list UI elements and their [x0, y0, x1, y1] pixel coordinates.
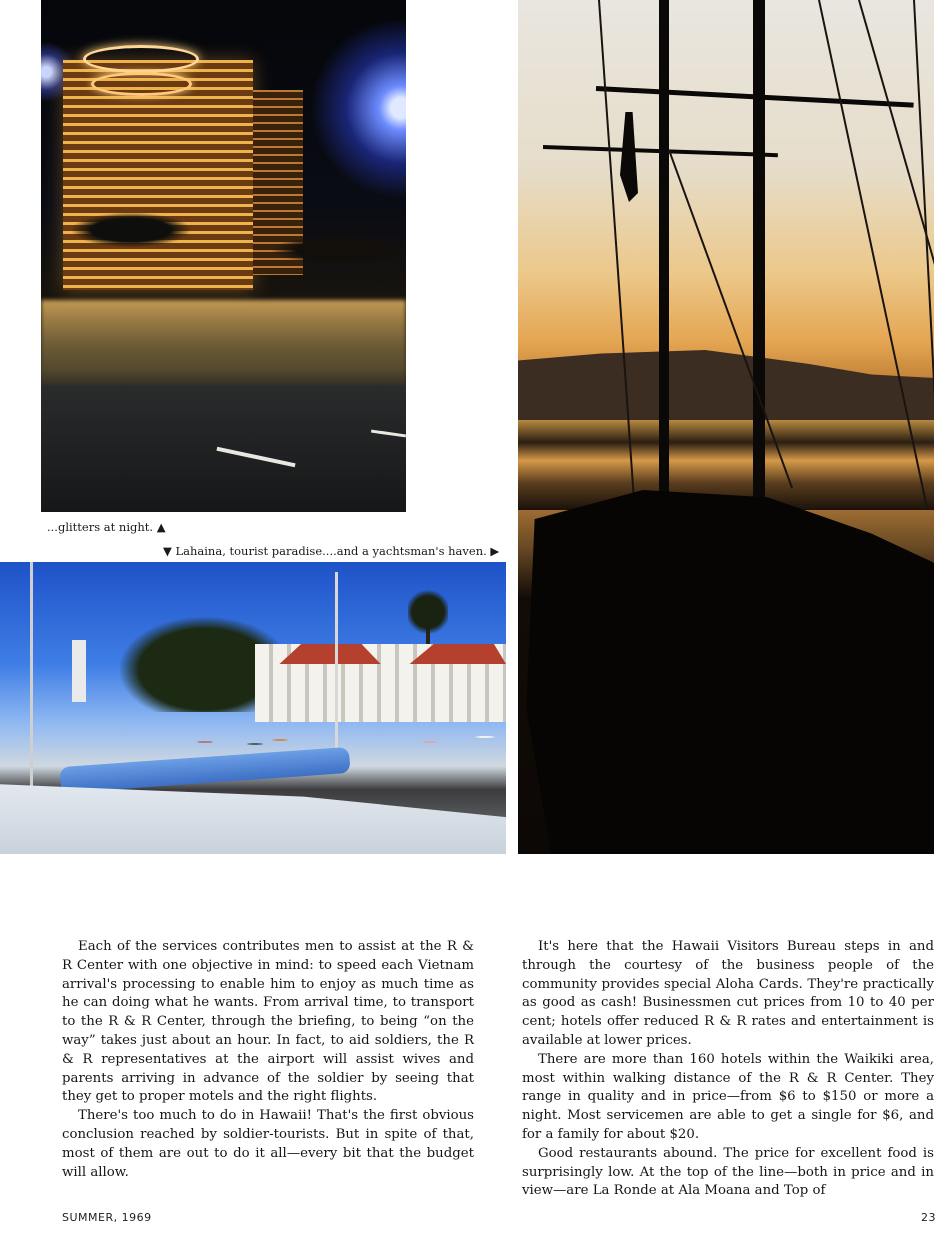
paragraph: There's too much to do in Hawaii! That's the first obvious conclusion reached by soldier-tourists. But in spite of that, most of them are out to do it all—every bit that the budget will allow.: [62, 1108, 474, 1180]
yacht-mast-fore: [659, 0, 669, 500]
photo-lahaina-harbor: [0, 562, 506, 854]
page-number: 23: [921, 1211, 936, 1224]
boat-mast: [30, 562, 33, 792]
lighthouse: [72, 640, 86, 702]
hotel-crown-lights-lower: [91, 72, 192, 96]
issue-date: SUMMER, 1969: [62, 1211, 152, 1224]
pennant: [620, 112, 638, 202]
paragraph: There are more than 160 hotels within the Waikiki area, most within walking distance of the R & R Center. They range in quality and in price—from $6 to $150 or more a night. Most servicemen are able to get a single for $6, and for a family for about $20.: [522, 1051, 934, 1142]
street-light-blur: [41, 300, 406, 390]
paragraph: It's here that the Hawaii Visitors Bureau steps in and through the courtesy of the business people of the community provides special Aloha Cards. They're practically as good as cash! Businessmen cut prices from 10 to 40 per cent; hotels offer reduced R & R rates and entertainment is available at lower prices.: [522, 939, 934, 1048]
yacht-mast-main: [753, 0, 765, 500]
caption-night: ...glitters at night. ▲: [47, 520, 166, 534]
caption-lahaina: ▼ Lahaina, tourist paradise....and a yachtsman's haven. ▶: [163, 544, 500, 558]
photo-yacht-sunset: [518, 0, 934, 854]
photo-hotel-night: [41, 0, 406, 512]
hotel-crown-lights: [83, 45, 199, 73]
article-column-right: [522, 938, 934, 1201]
article-column-left: [62, 938, 474, 1182]
palm-silhouettes: [41, 190, 406, 310]
palm-crown: [408, 587, 448, 637]
distant-hills: [518, 350, 934, 420]
yacht-hull: [518, 490, 934, 854]
paragraph: Each of the services contributes men to assist at the R & R Center with one objective in mind: to speed each Vietnam arrival's processing to enable him to enjoy as much time as he can doing what he wants. From arrival time, to transport to the R & R Center, through the briefing, to being “on the way” takes just about an hour. In fact, to aid soldiers, the R & R representatives at the airport will assist wives and parents arriving in advance of the soldier by seeing that they get to proper motels and the right flights.: [62, 939, 474, 1105]
paragraph: Good restaurants abound. The price for excellent food is surprisingly low. At the top of the line—both in price and in view—are La Ronde at Ala Moana and Top of: [522, 1145, 934, 1199]
